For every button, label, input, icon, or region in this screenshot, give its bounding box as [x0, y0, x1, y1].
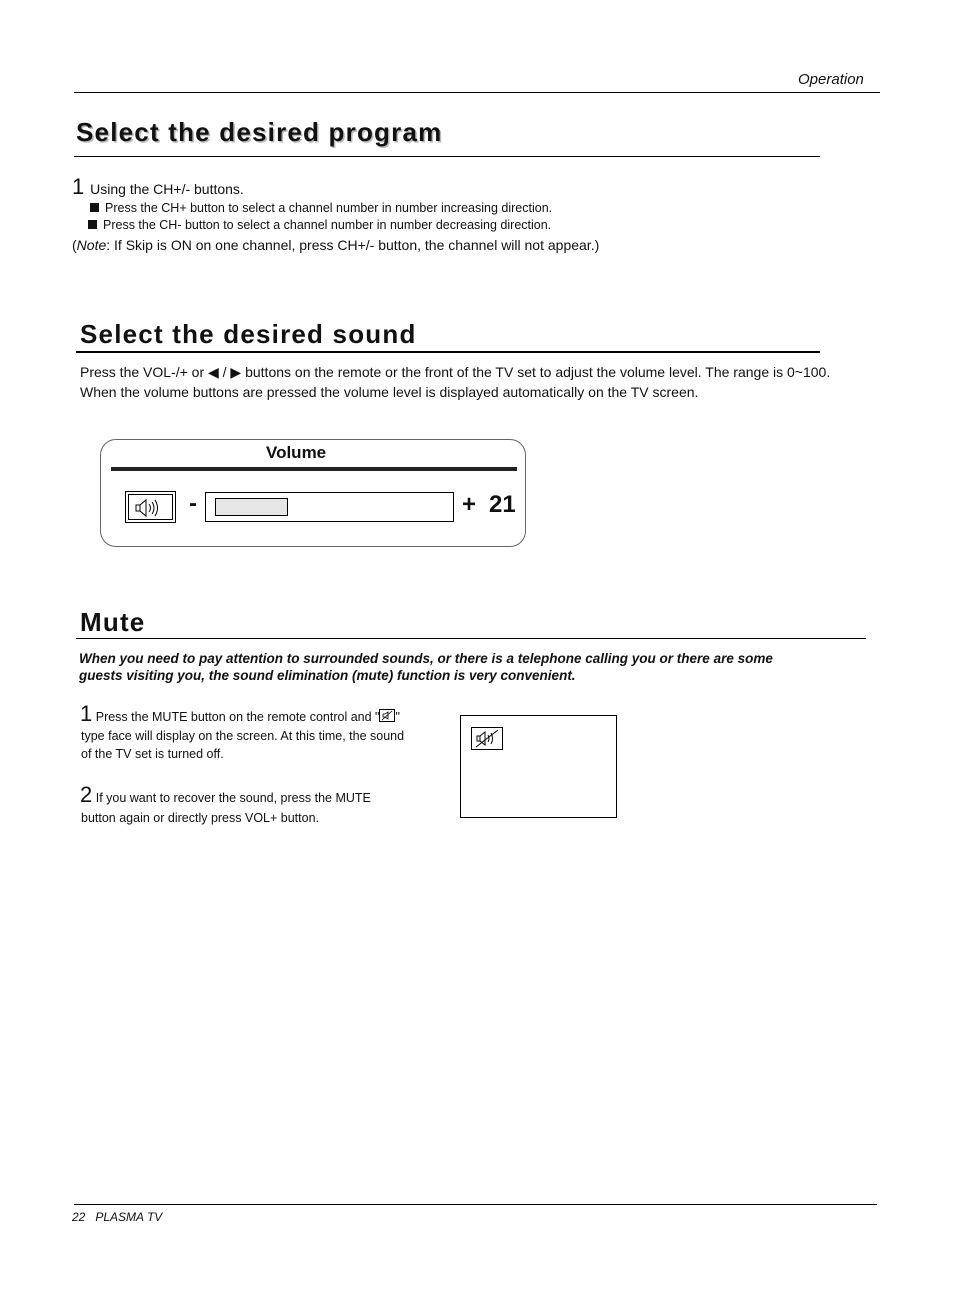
mute-step2-line2: button again or directly press VOL+ button. [81, 811, 319, 825]
footer-product: PLASMA TV [95, 1210, 163, 1224]
header-rule [74, 92, 880, 93]
mute-step1-line1 [80, 701, 400, 727]
mute-intro-line2: guests visiting you, the sound elimination (mute) function is very convenient. [79, 668, 576, 683]
volume-label: Volume [266, 443, 327, 462]
volume-osd [100, 439, 526, 547]
mute-step2-line1 [80, 782, 371, 808]
program-title-rule [74, 156, 820, 157]
footer-rule [74, 1204, 877, 1205]
program-bullet-2 [88, 218, 551, 232]
square-bullet-icon [90, 203, 99, 212]
program-bullet-1-text: Press the CH+ button to select a channel number in number increasing direction. [105, 201, 553, 215]
volume-minus: - [189, 490, 197, 517]
program-note [72, 237, 599, 253]
sound-text-line2: When the volume buttons are pressed the volume level is displayed automatically on the TV screen. [80, 384, 699, 400]
step-number: 1 [80, 701, 93, 726]
inline-mute-icon [379, 709, 395, 722]
mute-step1-line2: type face will display on the screen. At this time, the sound [81, 729, 405, 743]
volume-value: 21 [489, 491, 516, 518]
sound-section-title: Select the desired sound [80, 319, 417, 349]
step-number: 2 [80, 782, 93, 807]
sound-text-line1: Press the VOL-/+ or ◀ / ▶ buttons on the remote or the front of the TV set to adjust the volume level. The range is 0~100. [80, 364, 831, 380]
volume-plus: + [462, 491, 477, 518]
program-bullet-1 [90, 201, 552, 215]
note-open-paren: ( [72, 237, 77, 253]
program-bullet-2-text: Press the CH- button to select a channel number in number decreasing direction. [103, 218, 552, 232]
note-label: Note [76, 237, 107, 253]
mute-screen-illustration [460, 715, 617, 818]
mute-step1-text-post: " [395, 710, 400, 724]
program-step1-text: Using the CH+/- buttons. [90, 181, 244, 197]
speaker-icon [125, 491, 176, 523]
step-number: 1 [72, 174, 85, 199]
mute-intro-line1: When you need to pay attention to surrounded sounds, or there is a telephone calling you or there are some [79, 651, 773, 666]
volume-bar-fill [215, 498, 288, 516]
program-section-title: Select the desired program [76, 117, 443, 147]
header-section-label: Operation [798, 71, 864, 88]
program-step1 [72, 174, 244, 200]
mute-step1-text-pre: Press the MUTE button on the remote control and " [95, 710, 380, 724]
mute-speaker-icon [471, 727, 503, 750]
mute-title-rule [76, 638, 866, 639]
square-bullet-icon [88, 220, 97, 229]
volume-osd-rule [111, 467, 517, 471]
footer-page-number: 22 [72, 1210, 86, 1224]
mute-step1-line3: of the TV set is turned off. [81, 747, 224, 761]
footer-text [72, 1210, 162, 1224]
volume-bar-track [205, 492, 454, 522]
mute-section-title: Mute [80, 607, 146, 637]
sound-title-rule [76, 351, 820, 353]
note-text: : If Skip is ON on one channel, press CH+/- button, the channel will not appear.) [106, 237, 600, 253]
mute-step2-text: If you want to recover the sound, press the MUTE [95, 791, 371, 805]
